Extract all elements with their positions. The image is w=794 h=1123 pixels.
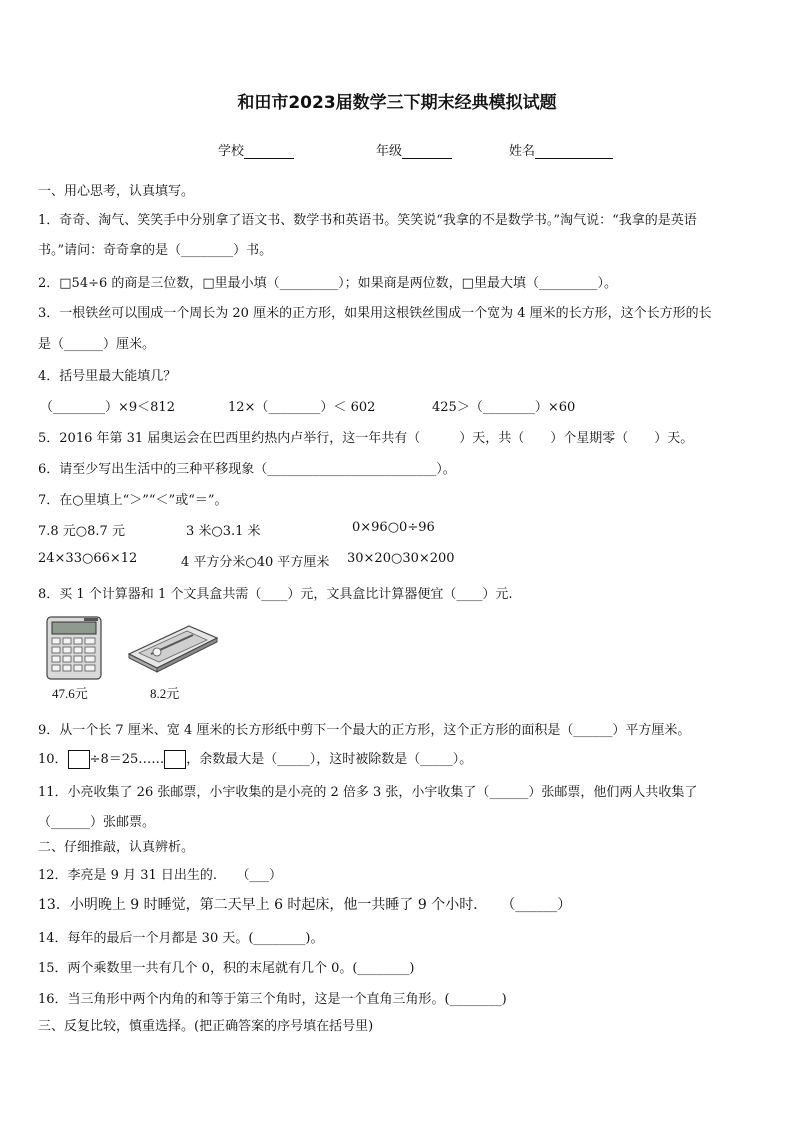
dividend-box[interactable] bbox=[68, 750, 90, 769]
question-3-line-2: 是（______）厘米。 bbox=[38, 337, 156, 352]
school-label: 学校 bbox=[218, 144, 245, 159]
name-label: 姓名 bbox=[509, 144, 536, 159]
question-7-item-e: 4 平方分米○40 平方厘米 bbox=[181, 555, 330, 570]
question-5: 5．2016 年第 31 届奥运会在巴西里约热内卢举行，这一年共有（ ）天，共（ ）个星期零（ ）天。 bbox=[38, 431, 694, 446]
question-4: 4．括号里最大能填几？ bbox=[38, 369, 177, 384]
section-one-heading: 一、用心思考，认真填写。 bbox=[38, 184, 195, 199]
school-field bbox=[218, 140, 294, 159]
question-1-line-1: 1．奇奇、淘气、笑笑手中分别拿了语文书、数学书和英语书。笑笑说“我拿的不是数学书。”淘气说：“我拿的是英语 bbox=[38, 213, 697, 228]
question-14: 14．每年的最后一个月都是 30 天。(________)。 bbox=[38, 931, 324, 946]
calculator-icon bbox=[46, 616, 102, 680]
name-blank[interactable] bbox=[535, 144, 613, 159]
question-2: 2．□54÷6 的商是三位数，□里最小填（_________）；如果商是两位数，□里最大填（_________）。 bbox=[38, 276, 617, 291]
question-7-item-c: 0×96○0÷96 bbox=[352, 520, 435, 535]
question-6: 6．请至少写出生活中的三种平移现象（__________________________）。 bbox=[38, 462, 456, 477]
question-10 bbox=[38, 748, 472, 769]
question-10-end: ，余数最大是（_____），这时被除数是（_____）。 bbox=[186, 752, 473, 767]
page-title: 和田市2023届数学三下期末经典模拟试题 bbox=[237, 93, 557, 113]
question-7: 7．在○里填上“＞”“＜”或“＝”。 bbox=[38, 493, 228, 508]
question-12: 12．李亮是 9 月 31 日出生的. （___） bbox=[38, 868, 283, 883]
question-7-item-b: 3 米○3.1 米 bbox=[186, 524, 261, 539]
question-7-item-f: 30×20○30×200 bbox=[347, 551, 455, 566]
question-10-middle: ÷8＝25…… bbox=[89, 752, 165, 767]
question-4-item-c: 425＞（________）×60 bbox=[432, 400, 576, 415]
question-11-line-1: 11．小亮收集了 26 张邮票，小宇收集的是小亮的 2 倍多 3 张，小宇收集了（______）张邮票，他们两人共收集了 bbox=[38, 785, 698, 800]
question-9: 9．从一个长 7 厘米、宽 4 厘米的长方形纸中剪下一个最大的正方形，这个正方形的面积是（______）平方厘米。 bbox=[38, 723, 691, 738]
name-field bbox=[509, 140, 613, 159]
grade-blank[interactable] bbox=[402, 144, 452, 159]
question-3-line-1: 3．一根铁丝可以围成一个周长为 20 厘米的正方形，如果用这根铁丝围成一个宽为 4 厘米的长方形，这个长方形的长 bbox=[38, 306, 712, 321]
question-10-number: 10． bbox=[38, 752, 68, 767]
question-4-item-a: （________）×9＜812 bbox=[40, 400, 175, 415]
grade-label: 年级 bbox=[376, 144, 403, 159]
question-15: 15．两个乘数里一共有几个 0，积的末尾就有几个 0。(________) bbox=[38, 961, 415, 976]
question-13: 13．小明晚上 9 时睡觉，第二天早上 6 时起床，他一共睡了 9 个小时． （______） bbox=[38, 897, 572, 913]
question-1-line-2: 书。”请问：奇奇拿的是（________）书。 bbox=[38, 243, 273, 258]
calculator-price: 47.6元 bbox=[52, 686, 88, 701]
school-blank[interactable] bbox=[244, 144, 294, 159]
question-7-item-d: 24×33○66×12 bbox=[38, 551, 138, 566]
pencil-box-icon bbox=[127, 624, 219, 674]
question-16: 16．当三角形中两个内角的和等于第三个角时，这是一个直角三角形。(________) bbox=[38, 992, 507, 1007]
question-4-item-b: 12×（________）＜ 602 bbox=[228, 400, 376, 415]
grade-field bbox=[376, 140, 452, 159]
question-8: 8．买 1 个计算器和 1 个文具盒共需（____）元，文具盒比计算器便宜（____）元. bbox=[38, 587, 513, 602]
remainder-box[interactable] bbox=[164, 750, 186, 769]
question-7-item-a: 7.8 元○8.7 元 bbox=[38, 524, 125, 539]
question-11-line-2: （______）张邮票。 bbox=[38, 815, 156, 830]
pencil-box-price: 8.2元 bbox=[150, 686, 180, 701]
section-three-heading: 三、反复比较，慎重选择。(把正确答案的序号填在括号里) bbox=[38, 1019, 374, 1034]
section-two-heading: 二、仔细推敲，认真辨析。 bbox=[38, 840, 195, 855]
